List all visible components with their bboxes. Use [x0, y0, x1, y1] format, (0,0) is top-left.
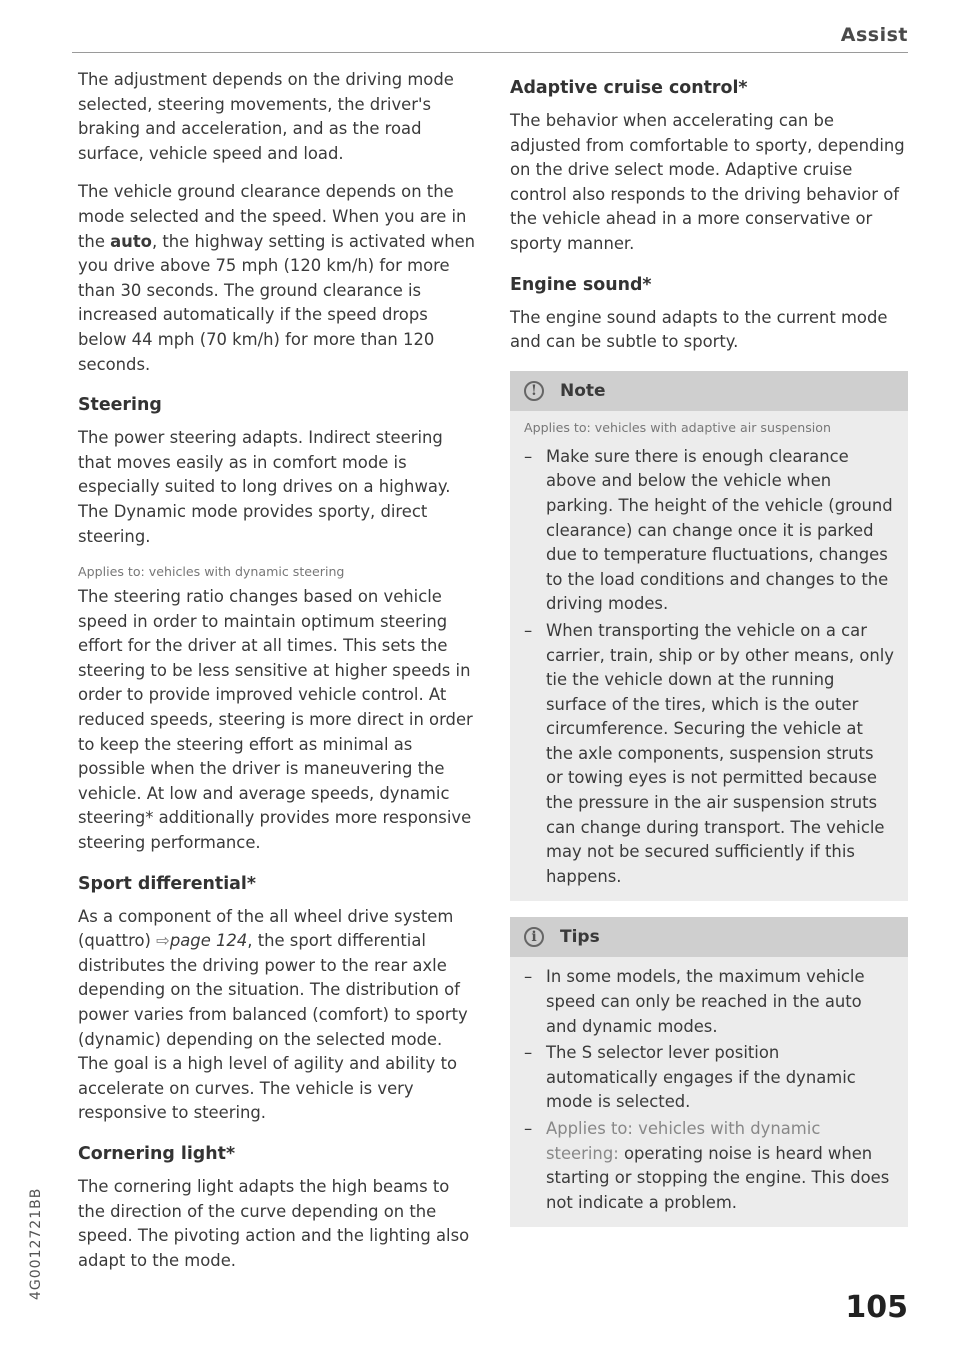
- applies-to-note: Applies to: vehicles with dynamic steering:: [546, 1119, 821, 1163]
- tips-body: [510, 957, 908, 1227]
- list-item: – The S selector lever position automatically engages if the dynamic mode is selected.: [524, 1041, 894, 1115]
- heading-adaptive-cruise-control: Adaptive cruise control*: [510, 78, 748, 98]
- document-code: 4G0012721BB: [28, 1187, 44, 1300]
- heading-steering: Steering: [78, 395, 162, 416]
- tips-list: [524, 965, 894, 1215]
- bold-term: auto: [110, 231, 152, 251]
- tips-box: [510, 917, 908, 1227]
- list-item: – Make sure there is enough clearance above and below the vehicle when parking. The height of the vehicle (ground clearance) can change once it is parked due to temperature fluctuations, changes to the load conditions and changes to the driving modes.: [524, 445, 894, 617]
- heading-sport-differential: Sport differential*: [78, 873, 256, 894]
- note-box: [510, 371, 908, 902]
- paragraph: The vehicle ground clearance depends on the mode selected and the speed. When you are in the auto, the highway setting is activated when you drive above 75 mph (120 km/h) for more than 30 seconds. The ground clearance is increased automatically if the speed drops below 44 mph (70 km/h) for more than 120 seconds.: [78, 182, 476, 374]
- note-header: [510, 371, 908, 411]
- paragraph: The behavior when accelerating can be adjusted from comfortable to sporty, depending on the drive select mode. Adaptive cruise control also responds to the driving behavior of the vehicle ahead in a more conservative or sporty manner.: [510, 111, 905, 253]
- note-body: [510, 411, 908, 902]
- paragraph: The adjustment depends on the driving mode selected, steering movements, the driver's braking and acceleration, and as the road surface, vehicle speed and load.: [78, 70, 454, 163]
- warning-circle-icon: !: [524, 381, 544, 401]
- paragraph: As a component of the all wheel drive system (quattro) ⇨page 124, the sport differential distributes the driving power to the rear axle depending on the situation. The distribution of power varies from balanced (comfort) to sporty (dynamic) depending on the selected mode. The goal is a high level of agility and ability to accelerate on curves. The vehicle is very responsive to steering.: [78, 906, 468, 1123]
- page-number: 105: [845, 1290, 908, 1325]
- section-label: Assist: [840, 24, 908, 46]
- tips-header: [510, 917, 908, 957]
- info-circle-icon: i: [524, 927, 544, 947]
- header-rule: [72, 52, 908, 53]
- paragraph: The steering ratio changes based on vehicle speed in order to maintain optimum steering effort for the driver at all times. This sets the steering to be less sensitive at higher speeds in order to provide improved vehicle control. At reduced speeds, steering is more direct in order to keep the steering effort as minimal as possible when the driver is maneuvering the vehicle. At low and average speeds, dynamic steering* additionally provides more responsive steering performance.: [78, 587, 473, 853]
- applies-to-note: Applies to: vehicles with dynamic steering: [78, 564, 345, 580]
- list-item: – Applies to: vehicles with dynamic steering: operating noise is heard when starting or stopping the engine. This does not indicate a problem.: [524, 1117, 894, 1215]
- left-column: [78, 68, 476, 1287]
- tips-title: Tips: [560, 927, 600, 948]
- paragraph: The engine sound adapts to the current mode and can be subtle to sporty.: [510, 307, 888, 352]
- list-item: – In some models, the maximum vehicle speed can only be reached in the auto and dynamic modes.: [524, 965, 894, 1039]
- paragraph: The cornering light adapts the high beams to the direction of the curve depending on the speed. The pivoting action and the lighting also adapt to the mode.: [78, 1176, 470, 1270]
- applies-to-note: Applies to: vehicles with adaptive air suspension: [524, 419, 831, 435]
- note-title: Note: [560, 380, 606, 401]
- heading-engine-sound: Engine sound*: [510, 274, 652, 295]
- arrow-right-icon: ⇨: [156, 931, 170, 951]
- note-list: [524, 445, 894, 890]
- page-reference-link[interactable]: page 124: [169, 931, 248, 951]
- list-item: – When transporting the vehicle on a car carrier, train, ship or by other means, only tie the vehicle down at the running surface of the tires, which is the outer circumference. Securing the vehicle at the axle components, suspension struts or towing eyes is not permitted because the pressure in the air suspension struts can change during transport. The vehicle may not be secured sufficiently if this happens.: [524, 619, 894, 890]
- paragraph: The power steering adapts. Indirect steering that moves easily as in comfort mode is especially suited to long drives on a highway. The Dynamic mode provides sporty, direct steering.: [78, 428, 451, 546]
- right-column: [510, 68, 908, 1227]
- heading-cornering-light: Cornering light*: [78, 1143, 236, 1164]
